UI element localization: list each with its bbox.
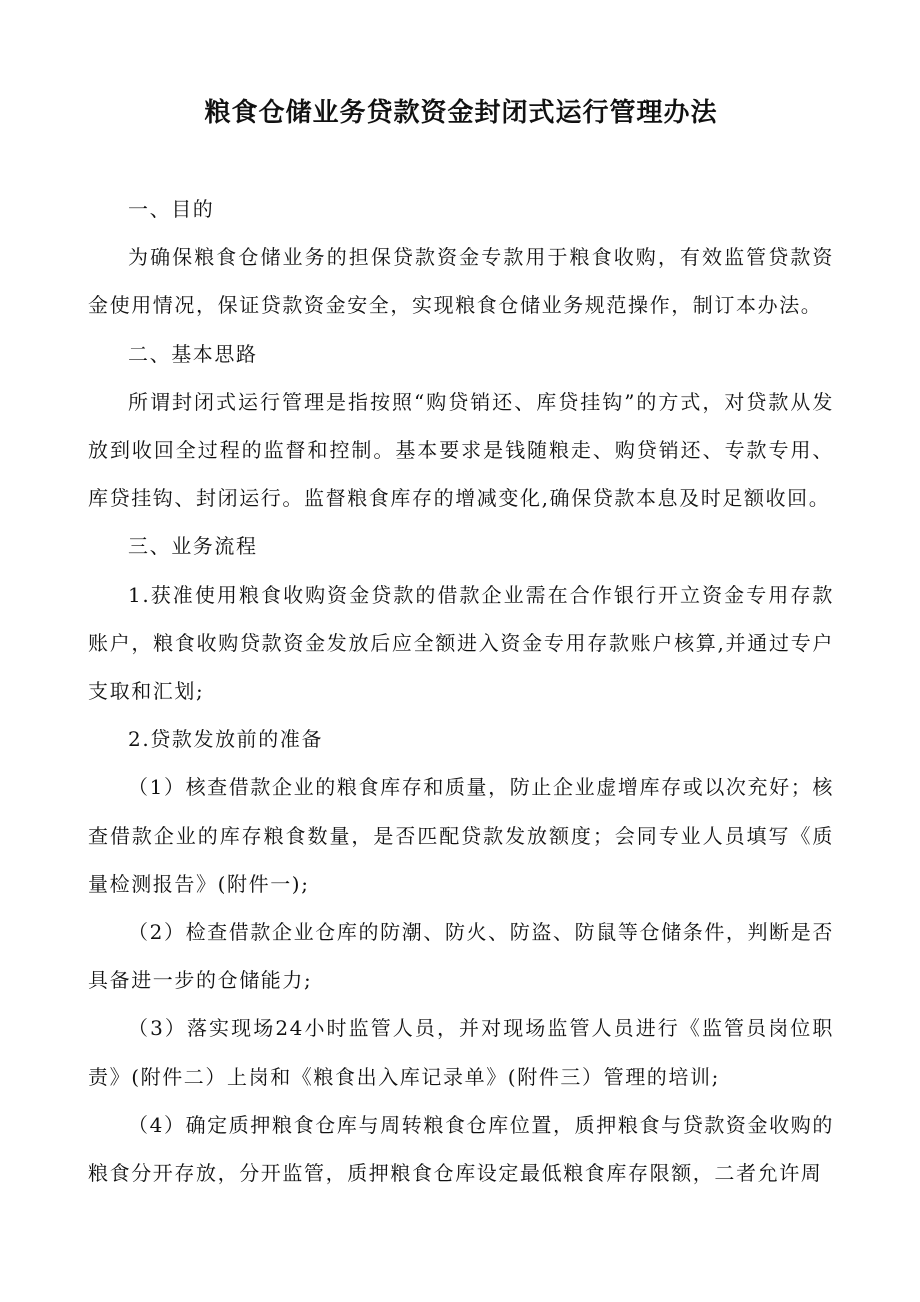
paragraph-preparation-item-3: （3）落实现场24小时监管人员，并对现场监管人员进行《监管员岗位职责》(附件二）上岗和《粮食出入库记录单》(附件三）管理的培训; bbox=[88, 1016, 834, 1089]
paragraph-preparation-item-1: （1）核查借款企业的粮食库存和质量，防止企业虚增库存或以次充好；核查借款企业的库存粮食数量，是否匹配贷款发放额度；会同专业人员填写《质量检测报告》(附件一); bbox=[88, 775, 834, 896]
section-heading-basic-idea: 二、基本思路 bbox=[128, 341, 258, 366]
paragraph-purpose: 为确保粮食仓储业务的担保贷款资金专款用于粮食收购，有效监管贷款资金使用情况，保证贷款资金安全，实现粮食仓储业务规范操作，制订本办法。 bbox=[88, 245, 834, 318]
paragraph-basic-idea: 所谓封闭式运行管理是指按照“购贷销还、库贷挂钩”的方式，对贷款从发放到收回全过程的监督和控制。基本要求是钱随粮走、购贷销还、专款专用、库贷挂钩、封闭运行。监督粮食库存的增减变化,确保贷款本息及时足额收回。 bbox=[88, 389, 834, 511]
subheading-pre-loan-preparation: 2.贷款发放前的准备 bbox=[128, 727, 324, 752]
section-heading-business-process: 三、业务流程 bbox=[128, 534, 258, 559]
section-heading-purpose: 一、目的 bbox=[128, 197, 215, 221]
paragraph-process-step-1: 1.获准使用粮食收购资金贷款的借款企业需在合作银行开立资金专用存款账户，粮食收购贷款资金发放后应全额进入资金专用存款账户核算,并通过专户支取和汇划; bbox=[88, 582, 834, 704]
document-title: 粮食仓储业务贷款资金封闭式运行管理办法 bbox=[204, 98, 718, 128]
paragraph-preparation-item-2: （2）检查借款企业仓库的防潮、防火、防盗、防鼠等仓储条件，判断是否具备进一步的仓储能力; bbox=[88, 920, 834, 993]
title-spacer bbox=[88, 138, 834, 185]
paragraph-preparation-item-4: （4）确定质押粮食仓库与周转粮食仓库位置，质押粮食与贷款资金收购的粮食分开存放，分开监管，质押粮食仓库设定最低粮食库存限额，二者允许周 bbox=[88, 1112, 834, 1186]
